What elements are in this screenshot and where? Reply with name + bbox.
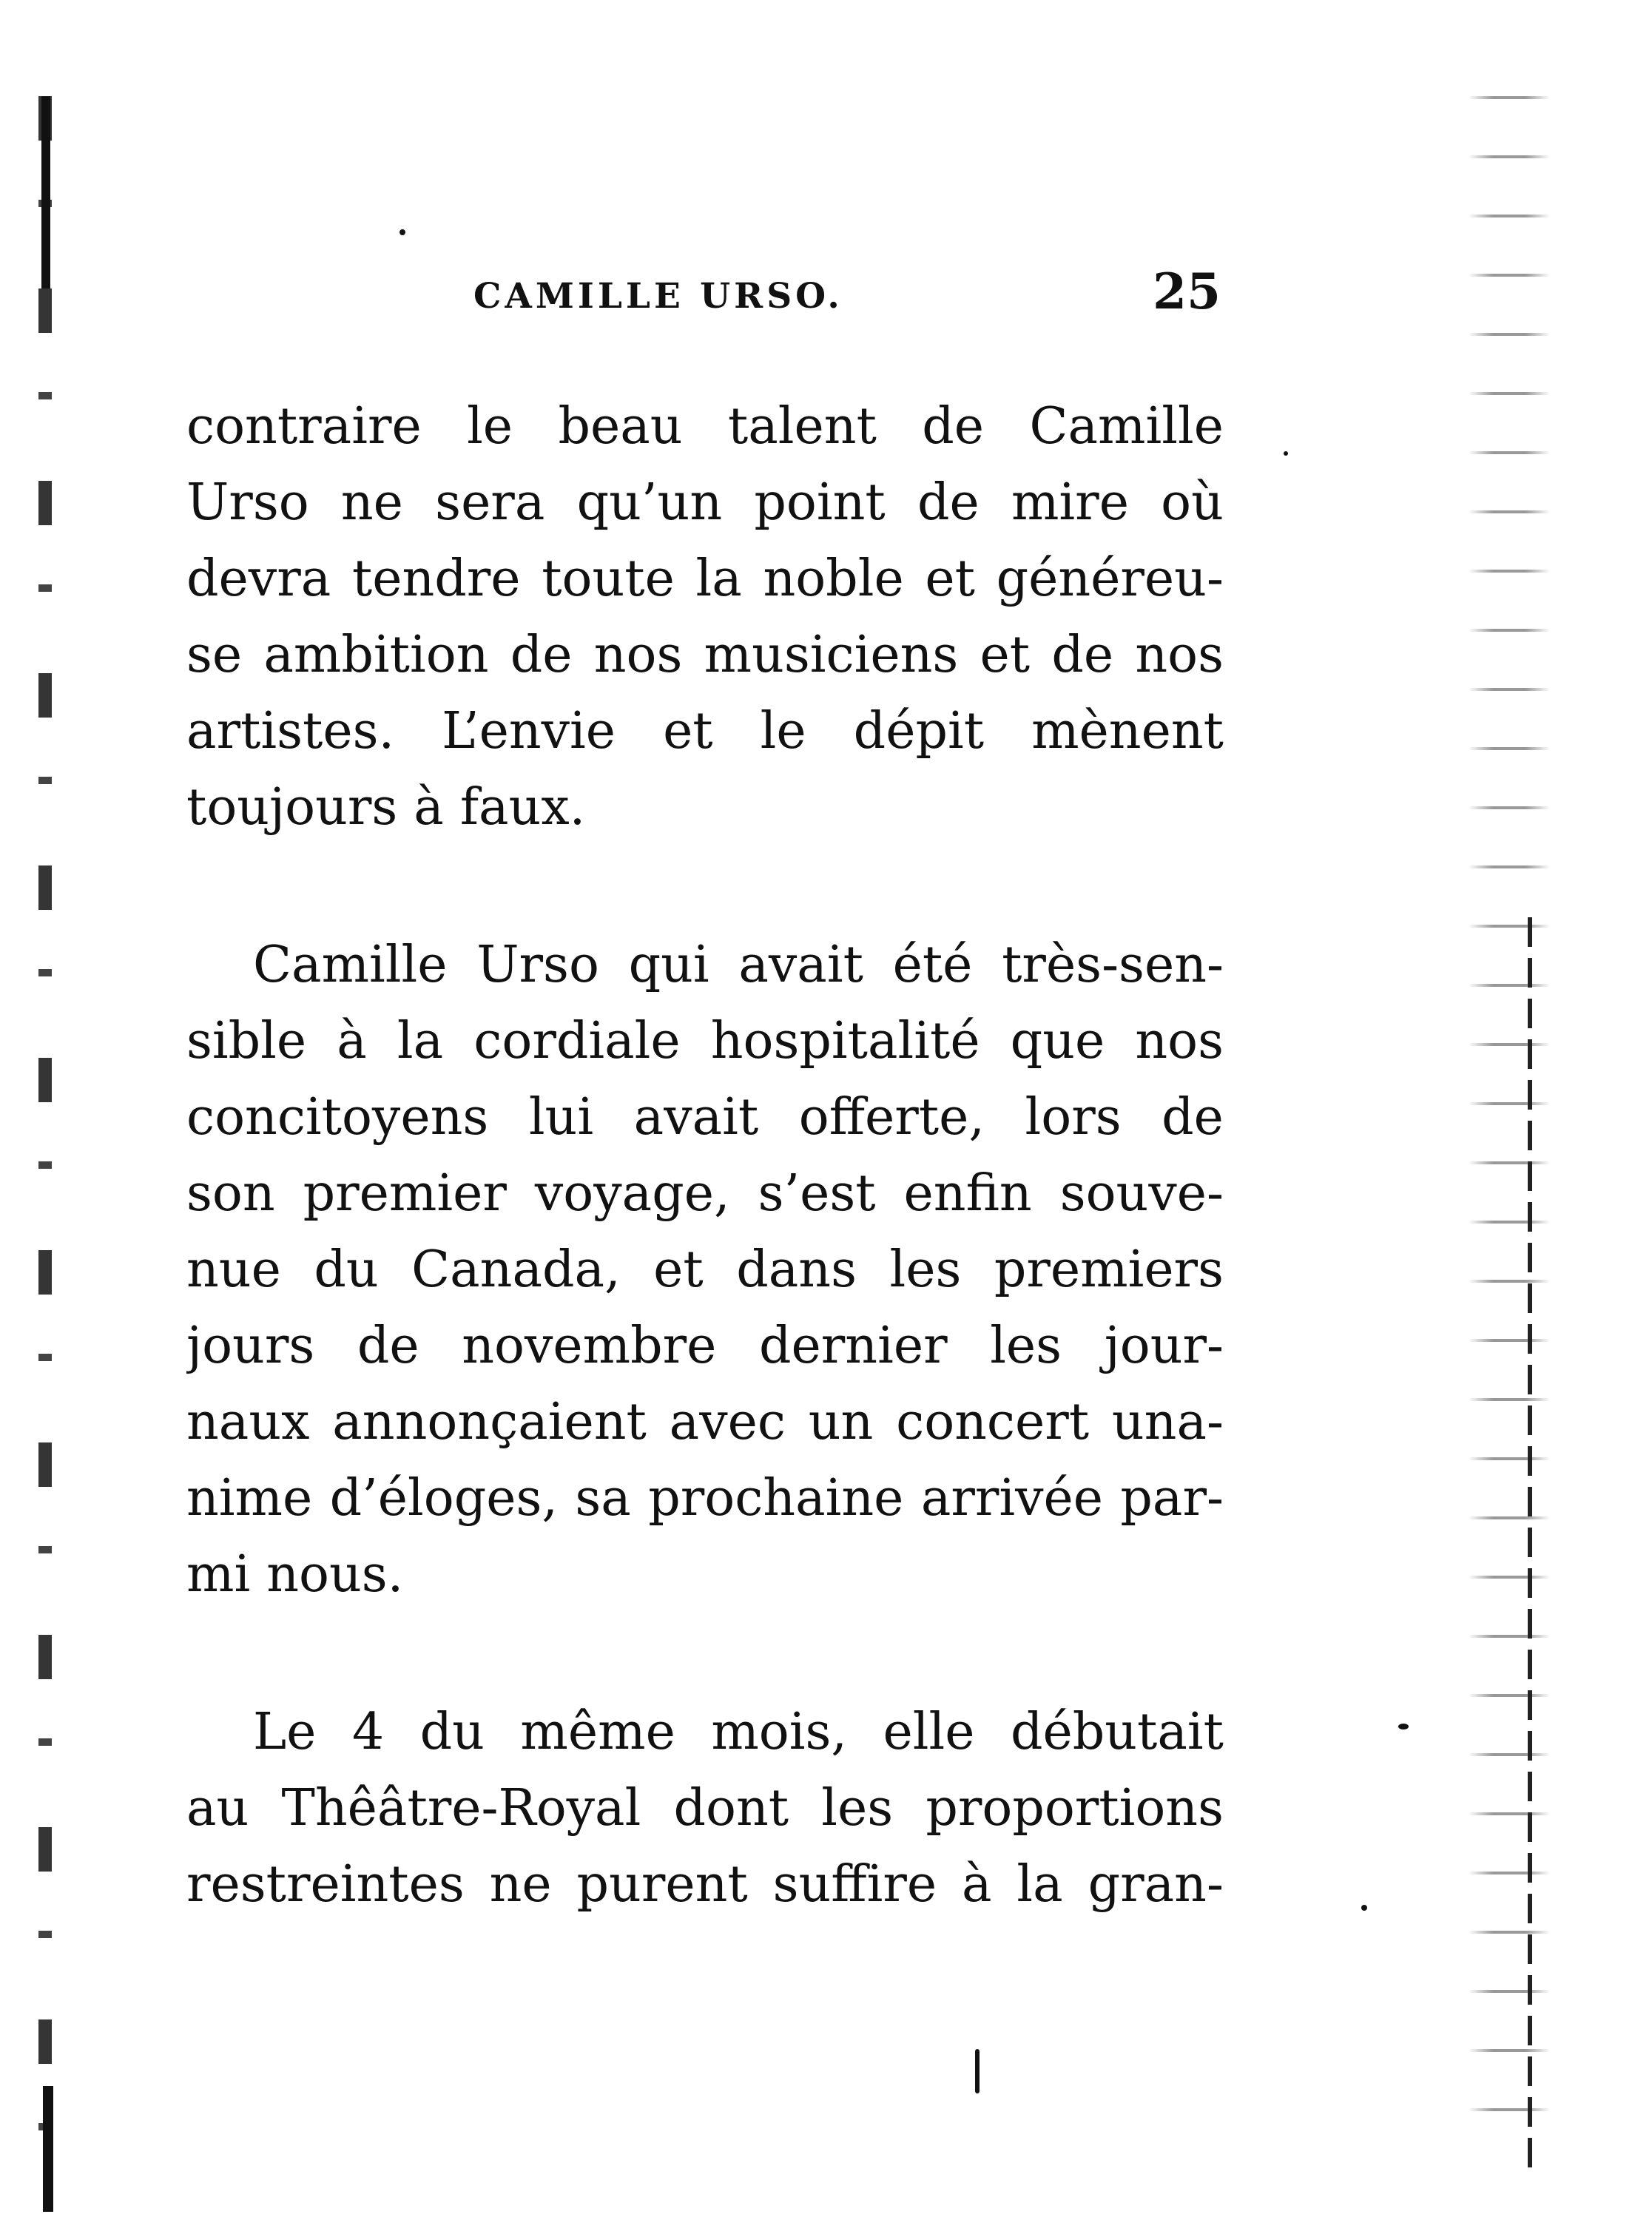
text-line: Le 4 du même mois, elle débutait [253,1703,1224,1761]
text-line: nue du Canada, et dans les premiers [186,1241,1224,1299]
text-line: Urso ne sera qu’un point de mire où [186,473,1224,532]
right-edge-dashed-line [1528,917,1532,2167]
text-line: son premier voyage, s’est enfin souve- [186,1164,1224,1223]
left-edge-dark-bar [41,96,50,288]
scan-speck [1398,1724,1409,1730]
text-line: se ambition de nos musiciens et de nos [186,626,1224,684]
text-line: artistes. L’envie et le dépit mènent [186,702,1224,760]
text-line: restreintes ne purent suffire à la gran- [186,1855,1224,1914]
paragraph-gap [186,1613,1224,1694]
text-line: mi nous. [186,1545,404,1604]
scan-speck [1284,451,1288,456]
running-title: CAMILLE URSO. [473,276,843,317]
text-line: concitoyens lui avait offerte, lors de [186,1088,1224,1147]
scan-speck [399,229,405,235]
text-line: toujours à faux. [186,778,586,837]
text-line: nime d’éloges, sa prochaine arrivée par- [186,1469,1224,1528]
text-line: au Thêâtre-Royal dont les proportions [186,1779,1224,1838]
paragraph-gap [186,846,1224,927]
page-header [473,263,1221,329]
scan-speck [975,2049,980,2093]
text-line: sible à la cordiale hospitalité que nos [186,1012,1224,1070]
text-line: devra tendre toute la noble et généreu- [186,550,1224,608]
body-text [186,388,1224,1923]
scan-speck [1361,1905,1367,1911]
page-number: 25 [1153,263,1221,320]
text-line: naux annonçaient avec un concert una- [186,1393,1224,1451]
text-line: Camille Urso qui avait été très-sen- [253,936,1224,994]
text-line: jours de novembre dernier les jour- [186,1317,1224,1375]
left-edge-scan-artifact [38,96,52,2167]
left-edge-dark-bar [43,2086,53,2212]
right-edge-scan-artifact [1469,74,1550,2160]
text-line: contraire le beau talent de Camille [186,397,1224,456]
